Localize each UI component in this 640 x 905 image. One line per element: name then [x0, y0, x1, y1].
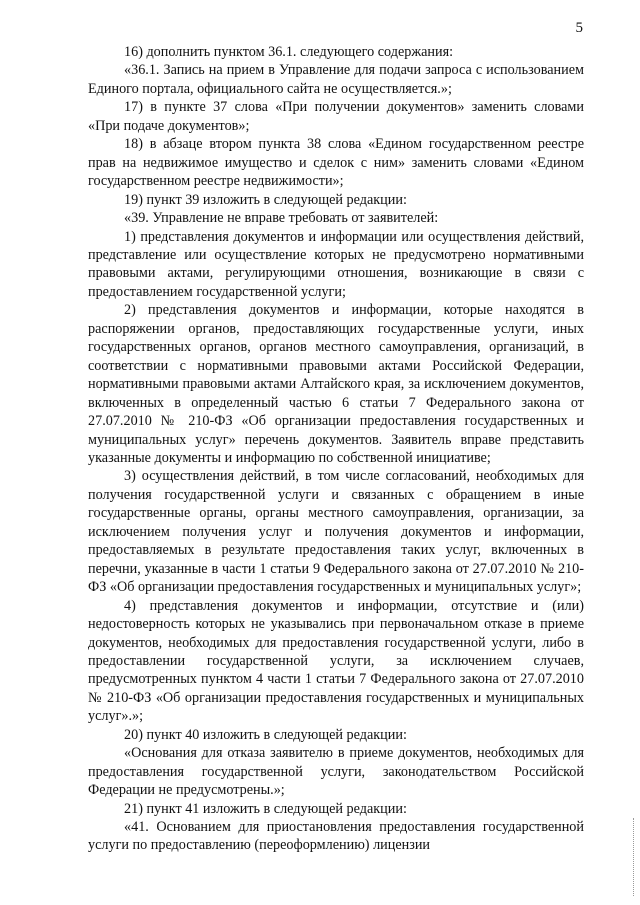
- page-number: 5: [575, 20, 583, 36]
- paragraph: 4) представления документов и информации, отсутствие и (или) недостоверность которых не указывались при первоначальном отказе в приеме документов, необходимых для предоставления государственной услуги, либо в предоставлении государственной услуги, за исключением случаев, предусмотренных пунктом 4 части 1 статьи 7 Федерального закона от 27.07.2010 № 210-ФЗ «Об организации предоставления государственных и муниципальных услуг».»;: [88, 597, 584, 725]
- paragraph: 21) пункт 41 изложить в следующей редакции:: [124, 800, 407, 817]
- paragraph: 3) осуществления действий, в том числе согласований, необходимых для получения государственной услуги и связанных с обращением в иные государственные органы, органы местного самоуправления, организации, за исключением получения услуг и получения документов и информации, предоставляемых в результате предоставления таких услуг, включенных в перечни, указанные в части 1 статьи 9 Федерального закона от 27.07.2010 № 210-ФЗ «Об организации предоставления государственных и муниципальных услуг»;: [88, 468, 584, 596]
- paragraph: 18) в абзаце втором пункта 38 слова «Едином государственном реестре прав на недвижимое имущество и сделок с ним» заменить словами «Едином государственном реестре недвижимости»;: [88, 136, 584, 190]
- paragraph: 19) пункт 39 изложить в следующей редакции:: [124, 191, 407, 208]
- scan-edge-marks: [633, 818, 636, 896]
- paragraph: 20) пункт 40 изложить в следующей редакции:: [124, 726, 407, 743]
- paragraph: «36.1. Запись на прием в Управление для подачи запроса с использованием Единого портала, официального сайта не осуществляется.»;: [88, 62, 584, 97]
- paragraph: «Основания для отказа заявителю в приеме документов, необходимых для предоставления государственной услуги, законодательством Российской Федерации не предусмотрены.»;: [88, 745, 584, 799]
- paragraph: 2) представления документов и информации, которые находятся в распоряжении органов, предоставляющих государственные услуги, иных государственных органов, органов местного самоуправления, организаций, в соответствии с нормативными правовыми актами Российской Федерации, нормативными правовыми актами Алтайского края, за исключением документов, включенных в определенный частью 6 статьи 7 Федерального закона от 27.07.2010 № 210-ФЗ «Об организации предоставления государственных и муниципальных услуг» перечень документов. Заявитель вправе представить указанные документы и информацию по собственной инициативе;: [88, 302, 584, 466]
- paragraph: 17) в пункте 37 слова «При получении документов» заменить словами «При подаче документов»;: [88, 99, 584, 134]
- paragraph: «39. Управление не вправе требовать от заявителей:: [124, 210, 439, 227]
- paragraph: «41. Основанием для приостановления предоставления государственной услуги по предоставлению (переоформлению) лицензии: [88, 819, 584, 854]
- document-body: [88, 43, 584, 855]
- paragraph: 16) дополнить пунктом 36.1. следующего содержания:: [124, 44, 454, 60]
- paragraph: 1) представления документов и информации или осуществления действий, представление или осуществление которых не предусмотрено нормативными правовыми актами, регулирующими отношения, возникающие в связи с предоставлением государственной услуги;: [88, 228, 584, 300]
